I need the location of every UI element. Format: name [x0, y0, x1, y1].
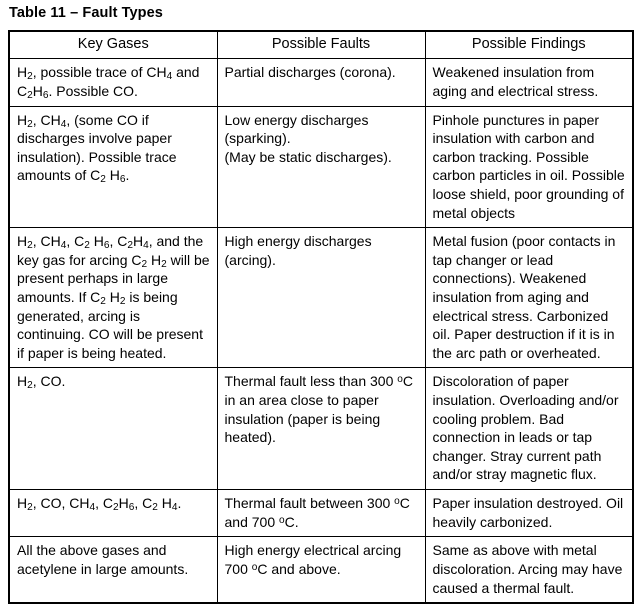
cell-text: Metal fusion (poor contacts in tap changer or lead connections). Weakened insulation from aging and electrical stress. Carbonized oil. Paper destruction if it is in the arc path or overheated.: [432, 233, 616, 361]
cell-possible-faults: [217, 59, 425, 106]
cell-possible-faults: [217, 106, 425, 228]
cell-text: Thermal fault less than 300 $^o$C in an area close to paper insulation (paper is being heated).: [224, 373, 413, 446]
cell-key-gases: [9, 368, 217, 490]
table-row: [9, 490, 633, 537]
cell-text: Pinhole punctures in paper insulation with carbon and carbon tracking. Possible carbon particles in oil. Possible loose shield, poor grounding of metal objects: [432, 111, 625, 221]
cell-text: All the above gases and acetylene in large amounts.: [17, 542, 189, 577]
cell-text: Same as above with metal discoloration. Arcing may have caused a thermal fault.: [432, 542, 623, 596]
cell-text: $H_2$, $CH_4$, (some CO if discharges involve paper insulation). Possible trace amounts of $C_2$ $H_6$.: [17, 111, 177, 186]
cell-possible-findings: [425, 106, 633, 228]
cell-possible-faults: [217, 368, 425, 490]
cell-text: $H_2$, CO.: [17, 373, 66, 392]
cell-key-gases: [9, 228, 217, 368]
cell-possible-findings: [425, 228, 633, 368]
cell-key-gases: [9, 59, 217, 106]
cell-key-gases: [9, 106, 217, 228]
cell-possible-faults: [217, 490, 425, 537]
cell-text: Partial discharges (corona).: [224, 64, 396, 81]
column-header-possible-findings: Possible Findings: [425, 31, 633, 59]
cell-text: Thermal fault between 300 $^o$C and 700 $^o$C.: [224, 495, 410, 530]
cell-text: Paper insulation destroyed. Oil heavily carbonized.: [432, 495, 624, 530]
table-row: [9, 228, 633, 368]
table-row: [9, 537, 633, 603]
table-row: [9, 368, 633, 490]
cell-possible-findings: [425, 368, 633, 490]
cell-possible-findings: [425, 490, 633, 537]
cell-text: $H_2$, possible trace of $CH_4$ and $C_2H_6$. Possible CO.: [17, 64, 200, 102]
cell-text: High energy electrical arcing 700 $^o$C and above.: [224, 542, 402, 577]
cell-key-gases: [9, 537, 217, 603]
cell-possible-findings: [425, 59, 633, 106]
cell-possible-faults: [217, 228, 425, 368]
page-title: Table 11 – Fault Types: [9, 5, 163, 21]
cell-text: High energy discharges (arcing).: [224, 233, 372, 268]
cell-text: Weakened insulation from aging and electrical stress.: [432, 64, 599, 99]
cell-text: Discoloration of paper insulation. Overloading and/or cooling problem. Bad connection in leads or tap changer. Stray current path and/or stray magnetic flux.: [432, 373, 619, 483]
cell-possible-findings: [425, 537, 633, 603]
cell-text: Low energy discharges (sparking). (May be static discharges).: [224, 111, 392, 165]
column-header-key-gases: Key Gases: [9, 31, 217, 59]
table-header-row: [9, 31, 633, 59]
cell-text: $H_2$, CO, $CH_4$, $C_2H_6$, $C_2$ $H_4$.: [17, 495, 182, 514]
table-row: [9, 59, 633, 106]
cell-possible-faults: [217, 537, 425, 603]
table-header: [9, 31, 633, 59]
table-body: [9, 59, 633, 603]
cell-key-gases: [9, 490, 217, 537]
column-header-possible-faults: Possible Faults: [217, 31, 425, 59]
cell-text: $H_2$, $CH_4$, $C_2$ $H_6$, $C_2H_4$, and the key gas for arcing $C_2$ $H_2$ will be present perhaps in large amounts. If $C_2$ $H_2$ is being generated, arcing is continuing. CO will be present if paper is being heated.: [17, 233, 210, 361]
fault-types-table: [8, 30, 634, 604]
table-row: [9, 106, 633, 228]
